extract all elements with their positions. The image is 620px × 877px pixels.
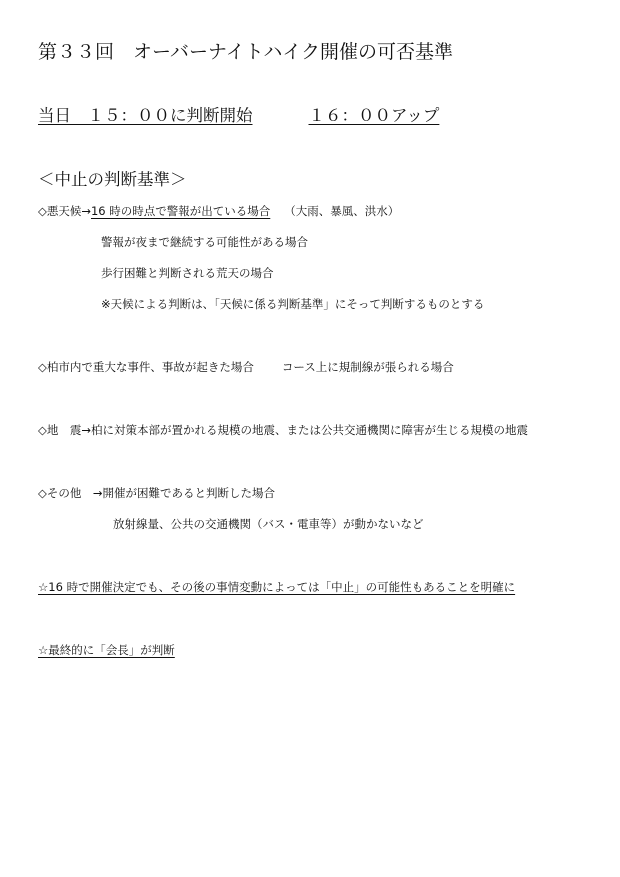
other-criterion: ◇その他 →開催が困難であると判断した場合 (38, 486, 275, 500)
page-title: 第３３回 オーバーナイトハイク開催の可否基準 (38, 41, 453, 63)
weather-condition-3: 歩行困難と判断される荒天の場合 (101, 266, 274, 280)
incident-text: ◇柏市内で重大な事件、事故が起きた場合 (38, 360, 254, 374)
criteria-heading: ＜中止の判断基準＞ (38, 170, 187, 189)
weather-prefix: ◇悪天候→ (38, 204, 91, 218)
decision-start-time: 当日 １５：００に判断開始 (38, 106, 253, 125)
incident-extra: コース上に規制線が張られる場合 (281, 360, 454, 374)
other-examples: 放射線量、公共の交通機関（バス・電車等）が動かないなど (113, 517, 424, 531)
decision-up-time: １６：００アップ (308, 106, 440, 125)
decision-time-line (38, 106, 439, 126)
earthquake-criterion: ◇地 震→柏に対策本部が置かれる規模の地震、または公共交通機関に障害が生じる規模の地震 (38, 423, 528, 437)
decision-note: ☆16 時で開催決定でも、その後の事情変動によっては「中止」の可能性もあることを明確に (38, 580, 516, 594)
final-decision-note: ☆最終的に「会長」が判断 (38, 643, 175, 657)
weather-examples: （大雨、暴風、洪水） (284, 204, 400, 218)
weather-criterion (38, 205, 399, 219)
incident-criterion (38, 361, 454, 375)
weather-note: ※天候による判断は、「天候に係る判断基準」にそって判断するものとする (101, 297, 485, 311)
weather-main-condition: 16 時の時点で警報が出ている場合 (90, 204, 271, 218)
weather-condition-2: 警報が夜まで継続する可能性がある場合 (101, 235, 308, 249)
